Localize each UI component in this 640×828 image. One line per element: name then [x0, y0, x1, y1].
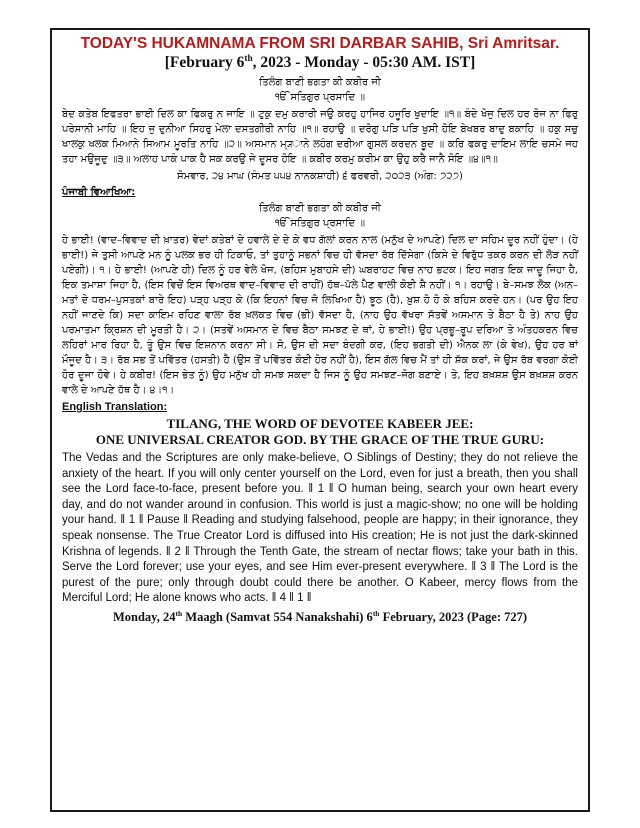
footer-date-line	[62, 609, 578, 625]
footer-prefix: Monday, 24	[112, 609, 176, 624]
page-title: TODAY'S HUKAMNAMA FROM SRI DARBAR SAHIB, Sri Amritsar.	[80, 35, 560, 52]
punjabi-mool-mantar: ੴ ਸਤਿਗੁਰ ਪ੍ਰਸਾਦਿ ॥	[275, 218, 365, 229]
footer-suffix: February, 2023 (Page: 727)	[379, 609, 528, 624]
date-subtitle	[62, 53, 578, 72]
date-suffix: , 2023 - Monday - 05:30 AM. IST]	[252, 54, 476, 71]
english-heading-2: ONE UNIVERSAL CREATOR GOD. BY THE GRACE OF THE TRUE GURU:	[95, 432, 545, 447]
footer-middle: Maagh (Samvat 554 Nanakshahi) 6	[182, 609, 373, 624]
gurbani-mool-mantar: ੴ ਸਤਿਗੁਰ ਪ੍ਰਸਾਦਿ ॥	[275, 92, 365, 103]
punjabi-section-label: ਪੰਜਾਬੀ ਵਿਆਖਿਆ:	[62, 187, 136, 198]
punjabi-raag-title: ਤਿਲੰਗ ਬਾਣੀ ਭਗਤਾ ਕੀ ਕਬੀਰ ਜੀ	[259, 203, 381, 214]
gurbani-raag-title: ਤਿਲੰਗ ਬਾਣੀ ਭਗਤਾ ਕੀ ਕਬੀਰ ਜੀ	[259, 77, 381, 88]
english-translation: The Vedas and the Scriptures are only make-believe, O Siblings of Destiny; they do not relieve the anxiety of the heart. If you will only center yourself on the Lord, even for just a breath, then you shall see the Lord face-to-face, present before you. ‖ 1 ‖ O human being, search your own heart every day, and do not wander around in confusion. This world is just a magic-show; no one will be holding your hand. ‖ 1 ‖ Pause ‖ Reading and studying falsehood, people are happy; in their ignorance, they speak nonsense. The True Creator Lord is diffused into His creation; He is not just the dark-skinned Krishna of legends. ‖ 2 ‖ Through the Tenth Gate, the stream of nectar flows; take your bath in this. Serve the Lord forever; use your eyes, and see Him ever-present everywhere. ‖ 3 ‖ The Lord is the purest of the pure; only through doubt could there be another. O Kabeer, mercy flows from the Merciful Lord; He alone knows who acts. ‖ 4 ‖ 1 ‖	[62, 452, 578, 605]
english-heading-1: TILANG, THE WORD OF DEVOTEE KABEER JEE:	[166, 416, 474, 431]
footer-ordinal-2: th	[372, 608, 380, 618]
english-section-label: English Translation:	[62, 401, 168, 413]
date-suffix-ordinal: th	[244, 53, 253, 64]
hukamnama-page	[50, 28, 590, 812]
punjabi-explanation: ਹੇ ਭਾਈ! (ਵਾਦ–ਵਿਵਾਦ ਦੀ ਖ਼ਾਤਰ) ਵੇਦਾਂ ਕਤੇਬਾਂ ਦੇ ਹਵਾਲੇ ਦੇ ਦੇ ਕੇ ਵਧ ਗੱਲਾਂ ਕਰਨ ਨਾਲ (ਮਨੁੱਖ ਦੇ ਆਪਣੇ) ਦਿਲ ਦਾ ਸਹਿਮ ਦੂਰ ਨਹੀਂ ਹੁੰਦਾ। (ਹੇ ਭਾਈ!) ਜੇ ਤੁਸੀ ਆਪਣੇ ਮਨ ਨੂੰ ਪਲਕ ਭਰ ਹੀ ਟਿਕਾਓ, ਤਾਂ ਤੁਹਾਨੂੰ ਸਭਨਾਂ ਵਿਚ ਹੀ ਵੱਸਦਾ ਰੱਬ ਦਿੱਸੇਗਾ (ਕਿਸੇ ਦੇ ਵਿਰੁੱਧ ਤਕਰ ਕਰਨ ਦੀ ਲੋੜ ਨਹੀਂ ਪਏਗੀ)। ੧। ਹੇ ਭਾਈ! (ਆਪਣੇ ਹੀ) ਦਿਲ ਨੂੰ ਹਰ ਵੇਲੇ ਖੋਜ, (ਬਹਿਸ ਮੁਬਾਹਸੇ ਦੀ) ਘਬਰਾਹਟ ਵਿਚ ਨਾਹ ਭਟਕ। ਇਹ ਜਗਤ ਇਕ ਜਾਦੂ ਜਿਹਾ ਹੈ, ਇਕ ਤਮਾਸ਼ਾ ਜਿਹਾ ਹੈ, (ਇਸ ਵਿਚੋਂ ਇਸ ਵਿਅਰਥ ਵਾਦ–ਵਿਵਾਦ ਦੀ ਰਾਹੀਂ) ਹੱਥ–ਪੱਲੇ ਪੈਣ ਵਾਲੀ ਕੋਈ ਸ਼ੈ ਨਹੀਂ। ੧। ਰਹਾਉ। ਬੇ–ਸਮਝ ਲੋਕ (ਅਨ–ਮਤਾਂ ਦੇ ਧਰਮ–ਪੁਸਤਕਾਂ ਬਾਰੇ ਇਹ) ਪੜ੍ਹ ਪੜ੍ਹ ਕੇ (ਕਿ ਇਹਨਾਂ ਵਿਚ ਜੋ ਲਿਖਿਆ ਹੈ) ਝੂਠ (ਹੈ), ਖ਼ੁਸ਼ ਹੋ ਹੋ ਕੇ ਬਹਿਸ ਕਰਦੇ ਹਨ। (ਪਰ ਉਹ ਇਹ ਨਹੀਂ ਜਾਣਦੇ ਕਿ) ਸਦਾ ਕਾਇਮ ਰਹਿਣ ਵਾਲਾ ਰੱਬ ਖ਼ਲਕਤ ਵਿਚ (ਭੀ) ਵੱਸਦਾ ਹੈ, (ਨਾਹ ਉਹ ਵੱਖਰਾ ਸੱਤਵੇਂ ਅਸਮਾਨ ਤੇ ਬੈਠਾ ਹੈ ਤੇ) ਨਾਹ ਉਹ ਪਰਮਾਤਮਾ ਕ੍ਰਿਸ਼ਨ ਦੀ ਮੂਰਤੀ ਹੈ। ੨। (ਸਤਵੇਂ ਅਸਮਾਨ ਦੇ ਵਿਚ ਬੈਠਾ ਸਮਝਣ ਦੇ ਥਾਂ, ਹੇ ਭਾਈ!) ਉਹ ਪ੍ਰਭੂ–ਰੂਪ ਦਰਿਆ ਤੇ ਅੰਤਹਕਰਨ ਵਿਚ ਲਹਿਰਾਂ ਮਾਰ ਰਿਹਾ ਹੈ, ਤੂੰ ਉਸ ਵਿਚ ਇਸ਼ਨਾਨ ਕਰਨਾ ਸੀ। ਸੋ, ਉਸ ਦੀ ਸਦਾ ਬੰਦਗੀ ਕਰ, (ਇਹ ਭਗਤੀ ਦੀ) ਐਨਕ ਲਾ (ਕੇ ਵੇਖ), ਉਹ ਹਰ ਥਾਂ ਮੌਜੂਦ ਹੈ। ੩। ਰੱਬ ਸਭ ਤੋਂ ਪਵਿੱਤਰ (ਹਸਤੀ) ਹੈ (ਉਸ ਤੋਂ ਪਵਿੱਤਰ ਕੋਈ ਹੋਰ ਨਹੀਂ ਹੈ), ਇਸ ਗੱਲ ਵਿਚ ਮੈਂ ਤਾਂ ਹੀ ਸ਼ੱਕ ਕਰਾਂ, ਜੇ ਉਸ ਰੱਬ ਵਰਗਾ ਕੋਈ ਹੋਰ ਦੂਜਾ ਹੋਵੇ। ਹੇ ਕਬੀਰ! (ਇਸ ਭੇਤ ਨੂੰ) ਉਹ ਮਨੁੱਖ ਹੀ ਸਮਝ ਸਕਦਾ ਹੈ ਜਿਸ ਨੂੰ ਉਹ ਸਮਝਣ–ਜੋਗ ਬਣਾਏ। ਤੇ, ਇਹ ਬਖ਼ਸ਼ਸ਼ ਉਸ ਬਖ਼ਸ਼ਸ਼ ਕਰਨ ਵਾਲੇ ਦੇ ਆਪਣੇ ਹੱਥ ਹੈ। ੪।੧।	[62, 235, 578, 396]
gurbani-verse: ਬੇਦ ਕਤੇਬ ਇਫਤਰਾ ਭਾਈ ਦਿਲ ਕਾ ਫਿਕਰੁ ਨ ਜਾਇ ॥ ਟੁਕੁ ਦਮੁ ਕਰਾਰੀ ਜਉ ਕਰਹੁ ਹਾਜਿਰ ਹਜੂਰਿ ਖੁਦਾਇ ॥੧॥ ਬੰਦੇ ਖੋਜੁ ਦਿਲ ਹਰ ਰੋਜ ਨਾ ਫਿਰੁ ਪਰੇਸਾਨੀ ਮਾਹਿ ॥ ਇਹ ਜੁ ਦੁਨੀਆ ਸਿਹਰੁ ਮੇਲਾ ਦਸਤਗੀਰੀ ਨਾਹਿ ॥੧॥ ਰਹਾਉ ॥ ਦਰੋਗੁ ਪੜਿ ਪੜਿ ਖੁਸੀ ਹੋਇ ਬੇਖਬਰ ਬਾਦੁ ਬਕਾਹਿ ॥ ਹਕੁ ਸਚੁ ਖਾਲਕੁ ਖਲਕ ਮਿਆਨੇ ਸਿਆਮ ਮੂਰਤਿ ਨਾਹਿ ॥੨॥ ਅਸਮਾਨ ਮ੍ਯ੍ਾਨੇ ਲਹੰਗ ਦਰੀਆ ਗੁਸਲ ਕਰਦਨ ਬੂਦ ॥ ਕਰਿ ਫਕਰੁ ਦਾਇਮ ਲਾਇ ਚਸਮੇ ਜਹ ਤਹਾ ਮਉਜੂਦੁ ॥੩॥ ਅਲਾਹ ਪਾਕੰ ਪਾਕ ਹੈ ਸਕ ਕਰਉ ਜੇ ਦੂਸਰ ਹੋਇ ॥ ਕਬੀਰ ਕਰਮੁ ਕਰੀਮ ਕਾ ਉਹੁ ਕਰੈ ਜਾਨੈ ਸੋਇ ॥੪॥੧॥	[62, 109, 578, 165]
footer-ordinal-1: th	[175, 608, 183, 618]
punjabi-date-line: ਸੋਮਵਾਰ, ੨੪ ਮਾਘ (ਸੰਮਤ ੫੫੪ ਨਾਨਕਸ਼ਾਹੀ) ੬ ਫਰਵਰੀ, ੨੦੨੩ (ਅੰਗ: ੭੨੭)	[177, 171, 463, 182]
date-prefix: [February 6	[164, 54, 245, 71]
